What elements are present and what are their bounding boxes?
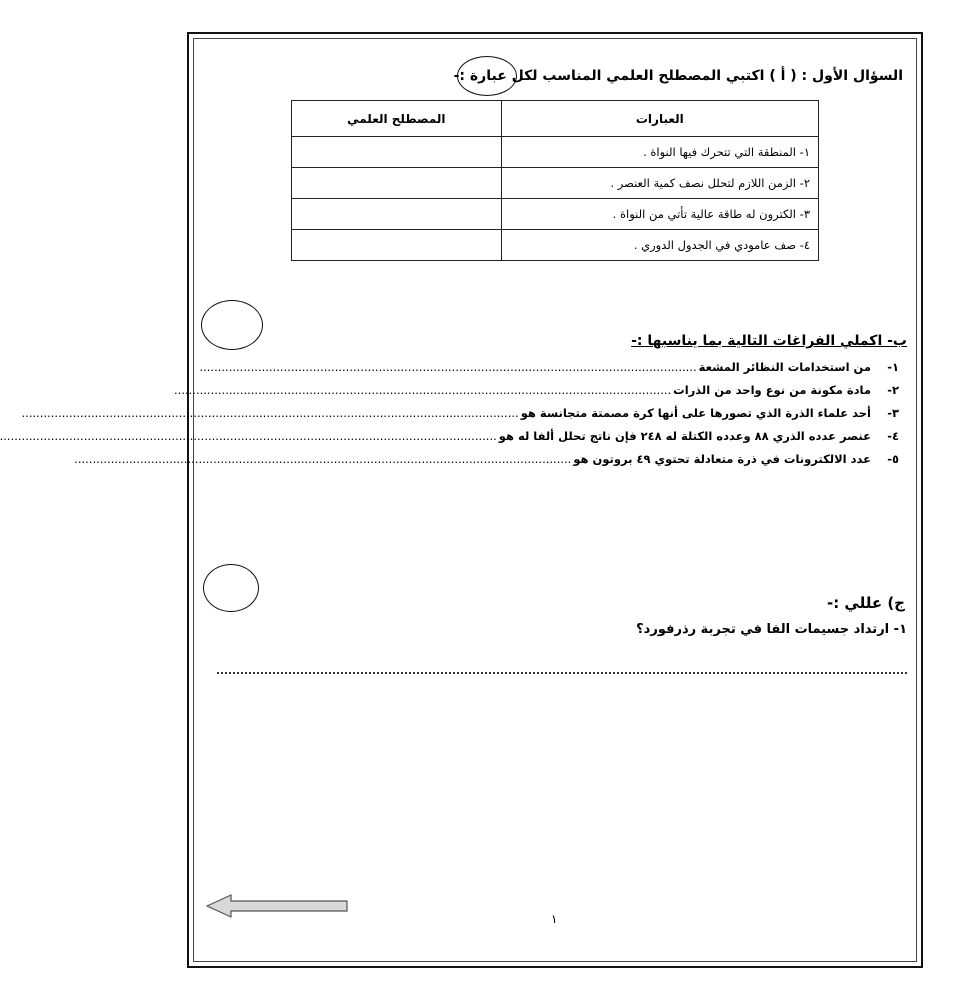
list-item <box>0 429 899 452</box>
term-answer-cell[interactable] <box>292 137 502 168</box>
question1-title: السؤال الأول : ( أ ) اكتبي المصطلح العلمي المناسب لكل عبارة :- <box>453 68 903 84</box>
list-item <box>174 383 899 406</box>
table-row <box>292 137 819 168</box>
item-number: ٤- <box>887 429 899 443</box>
blank-dots[interactable]: ........................................................................................................................................ <box>74 452 572 466</box>
list-item <box>74 452 899 475</box>
item-text: أحد علماء الذرة الذي تصورها على أنها كرة مصمتة متجانسة هو <box>520 406 871 420</box>
item-number: ٢- <box>887 383 899 397</box>
header-statements: العبارات <box>501 101 818 137</box>
terms-table <box>291 100 819 261</box>
statement-cell: ٤- صف عامودي في الجدول الدوري . <box>501 230 818 261</box>
left-arrow-icon[interactable] <box>205 892 349 920</box>
score-circle-section-c[interactable] <box>203 564 259 612</box>
item-number: ٥- <box>887 452 899 466</box>
fill-in-list <box>0 360 899 475</box>
section-b-title: ب- اكملي الفراغات التالية بما يناسبها :- <box>631 333 907 349</box>
statement-cell: ٣- الكترون له طاقة عالية تأتي من النواة . <box>501 199 818 230</box>
term-answer-cell[interactable] <box>292 168 502 199</box>
term-answer-cell[interactable] <box>292 199 502 230</box>
blank-dots[interactable]: ........................................................................................................................................ <box>21 406 519 420</box>
item-text: عدد الالكترونات في ذرة متعادلة تحتوي ٤٩ بروتون هو <box>573 452 871 466</box>
section-c-title: ج) عللي :- <box>826 594 905 612</box>
page-number: ١ <box>551 912 558 926</box>
term-answer-cell[interactable] <box>292 230 502 261</box>
table-row <box>292 199 819 230</box>
statement-cell: ١- المنطقة التي تتحرك فيها النواة . <box>501 137 818 168</box>
blank-dots[interactable]: ........................................................................................................................................ <box>0 429 497 443</box>
list-item <box>199 360 899 383</box>
blank-dots[interactable]: ........................................................................................................................................ <box>199 360 697 374</box>
table-row <box>292 230 819 261</box>
list-item <box>21 406 899 429</box>
table-row <box>292 168 819 199</box>
item-text: من استخدامات النظائر المشعة <box>698 360 871 374</box>
answer-line[interactable] <box>217 664 907 674</box>
item-number: ٣- <box>887 406 899 420</box>
item-text: عنصر عدده الذري ٨٨ وعدده الكتلة له ٢٤٨ فإن ناتج تحلل ألفا له هو <box>498 429 871 443</box>
score-circle-section-b[interactable] <box>201 300 263 350</box>
header-term: المصطلح العلمي <box>292 101 502 137</box>
section-c-question: ١- ارتداد جسيمات الفا في تجربة رذرفورد؟ <box>636 622 907 637</box>
statement-cell: ٢- الزمن اللازم لتحلل نصف كمية العنصر . <box>501 168 818 199</box>
item-number: ١- <box>887 360 899 374</box>
blank-dots[interactable]: ........................................................................................................................................ <box>174 383 672 397</box>
terms-table-header-row <box>292 101 819 137</box>
item-text: مادة مكونة من نوع واحد من الذرات <box>673 383 871 397</box>
